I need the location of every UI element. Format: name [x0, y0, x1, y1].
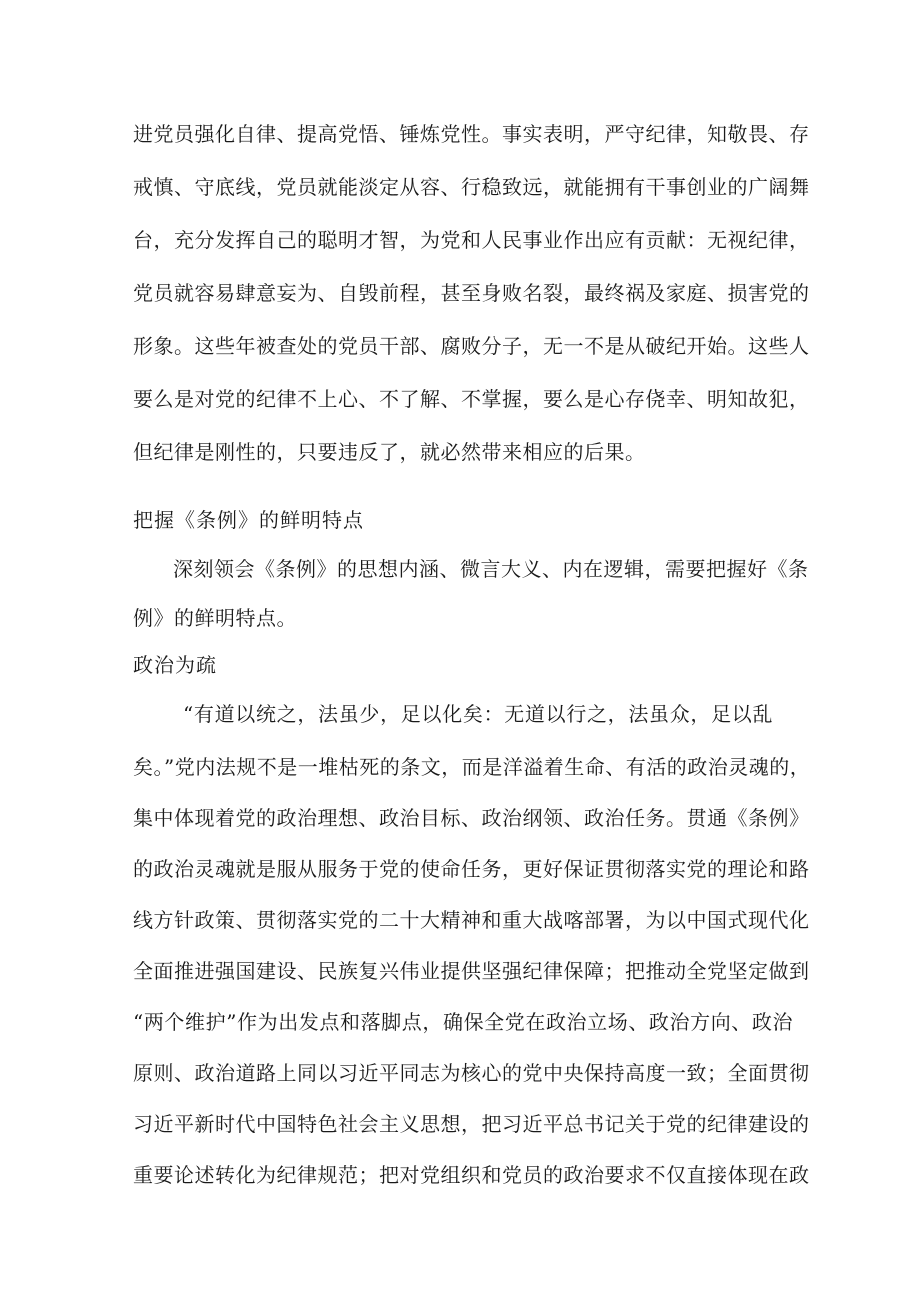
paragraph-1-line-2: 戒慎、守底线，党员就能淡定从容、行稳致远，就能拥有干事创业的广阔舞 — [133, 175, 810, 199]
paragraph-1-line-5: 形象。这些年被查处的党员干部、腐败分子，无一不是从破纪开始。这些人 — [133, 334, 810, 358]
paragraph-3-line-6: 全面推进强国建设、民族复兴伟业提供坚强纪律保障；把推动全党坚定做到 — [133, 959, 810, 983]
paragraph-1-line-3: 台，充分发挥自己的聪明才智，为党和人民事业作出应有贡献：无视纪律， — [133, 228, 810, 252]
paragraph-3-line-2: 矣。”党内法规不是一堆枯死的条文，而是洋溢着生命、有活的政治灵魂的， — [133, 755, 811, 779]
paragraph-1-line-7: 但纪律是刚性的，只要违反了，就必然带来相应的后果。 — [133, 440, 646, 464]
paragraph-3-line-8: 原则、政治道路上同以习近平同志为核心的党中央保持高度一致；全面贯彻 — [133, 1061, 810, 1085]
paragraph-2-line-2: 例》的鲜明特点。 — [133, 606, 297, 630]
paragraph-2-line-1: 深刻领会《条例》的思想内涵、微言大义、内在逻辑，需要把握好《条 — [173, 557, 809, 581]
paragraph-1-line-6: 要么是对党的纪律不上心、不了解、不掌握，要么是心存侥幸、明知故犯， — [133, 387, 810, 411]
paragraph-3-line-1: “有道以统之，法虽少，足以化矣：无道以行之，法虽众，足以乱 — [183, 702, 773, 726]
subheading: 政治为疏 — [133, 653, 217, 677]
paragraph-3-line-5: 线方针政策、贯彻落实党的二十大精神和重大战喀部署，为以中国式现代化 — [133, 908, 810, 932]
section-heading: 把握《条例》的鲜明特点 — [133, 508, 364, 532]
paragraph-3-line-9: 习近平新时代中国特色社会主义思想，把习近平总书记关于党的纪律建设的 — [133, 1112, 810, 1136]
paragraph-3-line-3: 集中体现着党的政治理想、政治目标、政治纲领、政治任务。贯通《条例》 — [133, 806, 810, 830]
paragraph-3-line-7: “两个维护”作为出发点和落脚点，确保全党在政治立场、政治方向、政治 — [133, 1010, 793, 1034]
paragraph-1-line-1: 进党员强化自律、提高党悟、锤炼党性。事实表明，严守纪律，知敬畏、存 — [133, 122, 810, 146]
paragraph-1-line-4: 党员就容易肆意妄为、自毁前程，甚至身败名裂，最终祸及家庭、损害党的 — [133, 281, 810, 305]
paragraph-3-line-10: 重要论述转化为纪律规范；把对党组织和党员的政治要求不仅直接体现在政 — [133, 1163, 810, 1187]
paragraph-3-line-4: 的政治灵魂就是服从服务于党的使命任务，更好保证贯彻落实党的理论和路 — [133, 857, 810, 881]
